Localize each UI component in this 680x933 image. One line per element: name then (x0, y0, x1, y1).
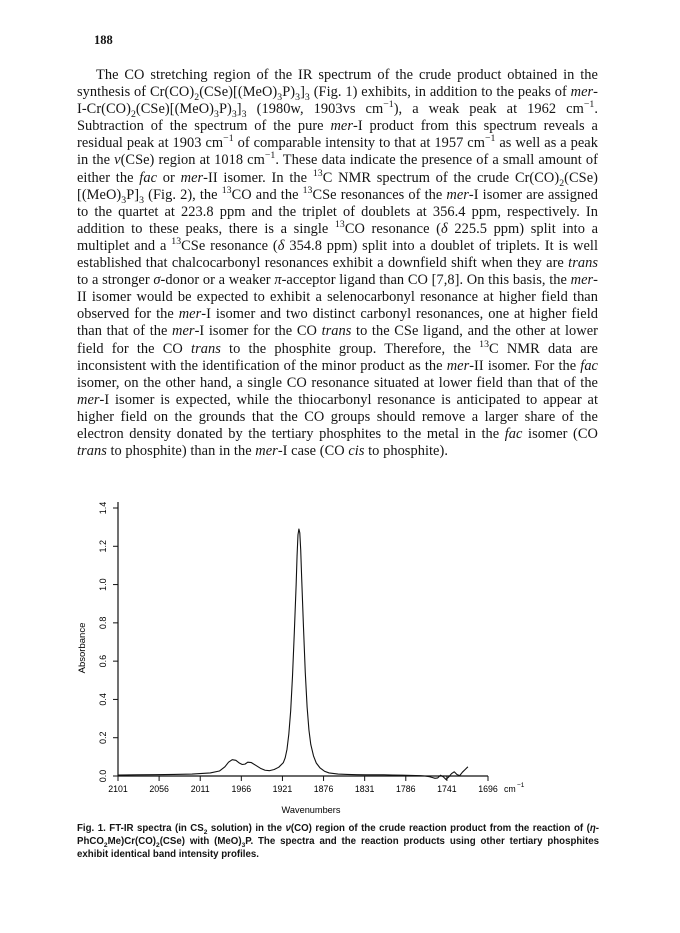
text-run: (CO) region of the crude reaction product from the reaction of ( (290, 823, 590, 834)
text-run: ν (114, 152, 121, 169)
text-run: 13 (171, 236, 182, 248)
text-run: 3 (241, 841, 246, 849)
text-run: C NMR data are inconsistent with the identification of the minor product as the (77, 340, 598, 374)
text-run: isomer (CO (522, 425, 598, 442)
text-run: to a stronger (77, 272, 154, 289)
text-run: π (274, 272, 282, 289)
text-run: (CSe)[(MeO) (135, 101, 214, 118)
text-run: fac (139, 169, 158, 186)
text-run: -I-Cr(CO) (77, 84, 599, 118)
text-run: -I isomer are assigned to the quartet at 223.8 ppm and the triplet of doublets at 356.4 ppm, respectively. In addition to these peaks, there is a single (77, 186, 598, 237)
text-run: 3 (139, 194, 145, 206)
x-tick-label: 1831 (354, 784, 375, 794)
text-run: (Fig. 1) exhibits, in addition to the peaks of (309, 84, 571, 101)
text-run: mer (570, 84, 594, 101)
x-unit-label: cm (504, 784, 516, 794)
text-run: σ (153, 272, 161, 289)
text-run: CSe resonances of the (312, 186, 447, 203)
x-tick-label: 1741 (437, 784, 457, 794)
ir-spectrum-figure (70, 498, 610, 818)
text-run: -II isomer. For the (469, 357, 581, 374)
text-run: 2 (203, 828, 208, 836)
text-run: −1 (484, 133, 496, 145)
x-axis-title: Wavenumbers (281, 805, 341, 815)
text-run: mer (446, 186, 469, 203)
text-run: The CO stretching region of the IR spectrum of the crude product obtained in the synthesis of Cr(CO) (77, 67, 598, 101)
text-run: ] (236, 101, 242, 118)
text-run: -I case (CO (277, 443, 349, 460)
text-run: as well as a peak in the (77, 135, 598, 169)
text-run: 3 (304, 91, 310, 103)
text-run: (1980w, 1903vs cm (246, 101, 384, 118)
text-run: 2 (194, 91, 200, 103)
text-run: mer (446, 357, 470, 374)
text-run: 3 (295, 91, 301, 103)
x-tick-label: 2011 (190, 784, 210, 794)
x-tick-label: 1786 (395, 784, 416, 794)
text-run: trans (191, 340, 221, 357)
text-run: to the CSe ligand, and the other at lower field for the CO (77, 323, 599, 357)
text-run: -I product from this spectrum reveals a residual peak at 1903 cm (77, 118, 598, 152)
y-tick-label: 0.2 (98, 731, 108, 744)
text-run: η (589, 823, 596, 834)
text-run: ), a weak peak at 1962 cm (393, 101, 584, 118)
text-run: -donor or a weaker (160, 272, 275, 289)
text-run: 2 (103, 841, 108, 849)
text-run: −1 (264, 150, 276, 162)
text-run: mer (330, 118, 353, 135)
text-run: 13 (302, 184, 313, 196)
text-run: (CSe) with (MeO) (159, 836, 242, 847)
text-run: 3 (231, 109, 237, 121)
text-run: fac (504, 425, 523, 442)
text-run: 13 (312, 167, 323, 179)
ir-spectrum-chart (70, 498, 610, 818)
y-tick-label: 1.2 (98, 540, 108, 553)
text-run: δ (440, 220, 448, 237)
text-run: ] (300, 84, 305, 101)
text-run: -I isomer and two distinct carbonyl resonances, one at higher field than that of the (77, 306, 599, 340)
text-run: 3 (277, 91, 283, 103)
text-run: -PhCO (77, 823, 599, 847)
x-tick-label: 1921 (272, 784, 293, 794)
text-run: or (157, 169, 181, 186)
text-run: (CSe) region at 1018 cm (120, 152, 265, 169)
text-run: CO resonance ( (344, 220, 441, 237)
y-tick-label: 0.8 (98, 616, 108, 630)
text-run: C NMR spectrum of the crude Cr(CO) (322, 169, 560, 186)
y-axis-title: Absorbance (77, 622, 88, 674)
y-tick-label: 0.4 (98, 693, 108, 706)
text-run: P. The spectra and the reaction products using other tertiary phosphites exhibit identical band intensity profiles. (77, 836, 599, 860)
text-run: (Fig. 2), the (144, 186, 222, 203)
text-run: CSe resonance ( (181, 237, 278, 254)
text-run: mer (255, 443, 278, 460)
spectrum-line-0 (118, 529, 468, 779)
body-paragraph (77, 67, 598, 460)
text-run: 13 (221, 184, 232, 196)
text-run: . Subtraction of the spectrum of the pure (77, 101, 598, 135)
x-tick-label: 2101 (108, 784, 128, 794)
text-run: 2 (559, 177, 565, 189)
text-run: trans (321, 323, 352, 340)
x-unit-exponent: −1 (517, 782, 525, 789)
x-tick-label: 2056 (149, 784, 169, 794)
text-run: cis (348, 443, 365, 460)
text-run: of comparable intensity to that at 1957 cm (233, 135, 485, 152)
figure-caption (77, 822, 599, 861)
x-tick-label: 1876 (313, 784, 334, 794)
text-run: -I isomer for the CO (194, 323, 322, 340)
text-run: P] (126, 186, 140, 203)
text-run: trans (568, 255, 598, 272)
text-run: Fig. 1. FT-IR spectra (in CS (77, 823, 204, 834)
y-tick-label: 0.0 (98, 769, 108, 783)
text-run: mer (180, 169, 204, 186)
text-run: to phosphite). (364, 443, 448, 460)
text-run: -II isomer would be expected to exhibit a selenocarbonyl resonance at higher field than observed for the (77, 272, 599, 323)
text-run: P) (218, 101, 232, 118)
text-run: ν (285, 823, 291, 834)
text-run: Me)Cr(CO) (107, 836, 157, 847)
text-run: -acceptor ligand than CO [7,8]. On this basis, the (281, 272, 571, 289)
text-run: mer (77, 391, 100, 408)
text-run: isomer, on the other hand, a single CO resonance situated at lower field than that of the (77, 374, 598, 391)
text-run: solution) in the (207, 823, 286, 834)
text-run: δ (277, 237, 285, 254)
text-run: -II isomer. In the (203, 169, 313, 186)
text-run: 3 (213, 109, 219, 121)
y-tick-label: 1.0 (98, 578, 108, 591)
text-run: to the phosphite group. Therefore, the (220, 340, 480, 357)
text-run: mer (178, 306, 202, 323)
text-run: −1 (223, 133, 234, 145)
text-run: mer (570, 272, 594, 289)
text-run: −1 (383, 99, 394, 111)
text-run: (CSe)[(MeO) (199, 84, 278, 101)
x-tick-label: 1966 (231, 784, 252, 794)
text-run: trans (77, 443, 107, 460)
text-run: 2 (130, 109, 136, 121)
text-run: CO and the (231, 186, 303, 203)
text-run: -I isomer is expected, while the thiocarbonyl resonance is anticipated to appear at higher field on the grounds that the CO groups should remove a larger share of the electron density donated by the tertiary phosphites to the metal in the (77, 391, 598, 442)
y-tick-label: 1.4 (98, 501, 108, 515)
text-run: 13 (334, 219, 345, 231)
page-number: 188 (94, 33, 113, 47)
y-tick-label: 0.6 (98, 654, 108, 668)
text-run: 3 (121, 194, 127, 206)
text-run: 2 (156, 841, 160, 849)
text-run: 225.5 ppm) split into a multiplet and a (77, 220, 599, 254)
x-tick-label: 1696 (478, 784, 498, 794)
text-run: (CSe)[(MeO) (77, 169, 598, 203)
text-run: P) (282, 84, 296, 101)
text-run: to phosphite) than in the (106, 443, 256, 460)
text-run: . These data indicate the presence of a small amount of either the (77, 152, 598, 186)
text-run: −1 (583, 99, 595, 111)
text-run: 13 (479, 338, 490, 350)
text-run: fac (580, 357, 598, 374)
text-run: 3 (241, 109, 247, 121)
text-run: mer (172, 323, 195, 340)
text-run: 354.8 ppm) split into a doublet of triplets. It is well established that chalcocarbonyl resonances exhibit a downfield shift when they are (77, 237, 598, 272)
